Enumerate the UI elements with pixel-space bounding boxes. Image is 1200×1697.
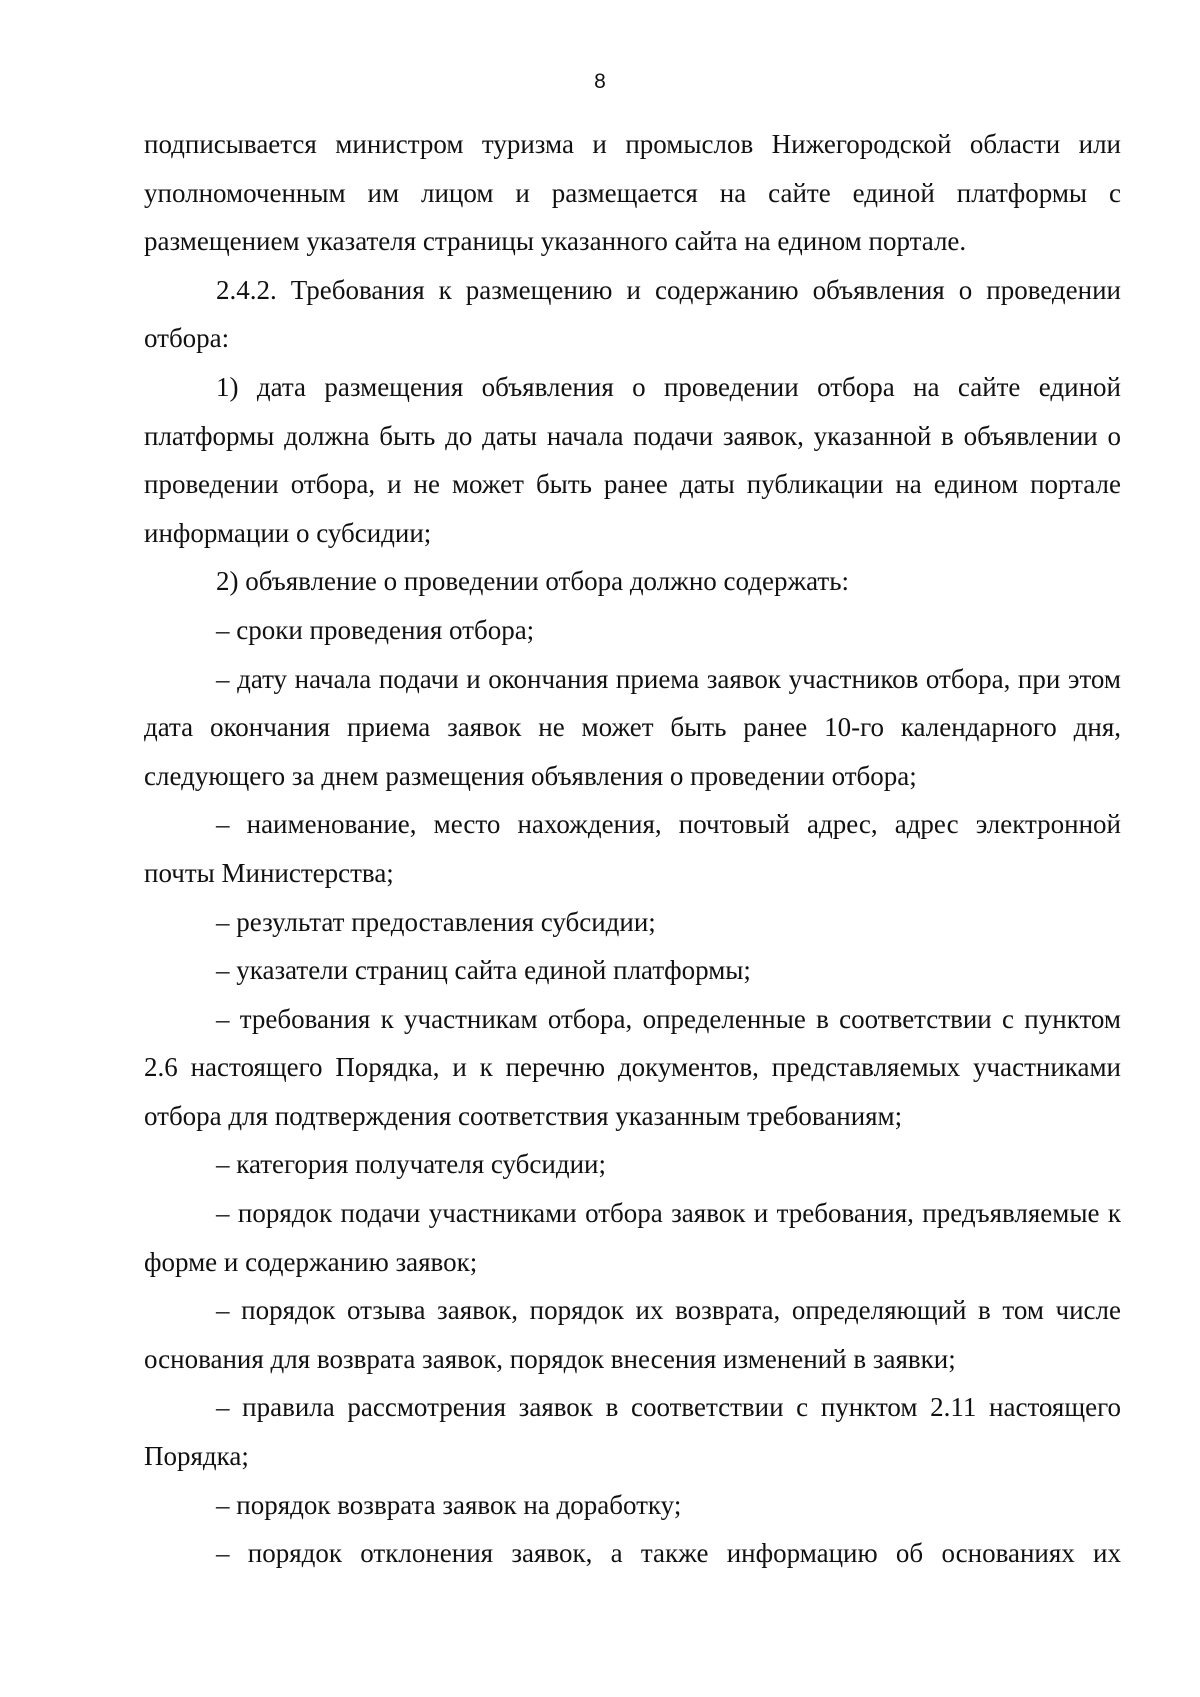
- list-item-platform-pages: – указатели страниц сайта единой платформы;: [216, 955, 751, 986]
- list-item-application-withdrawal: – порядок отзыва заявок, порядок их возврата, определяющий в том числе основания для возврата заявок, порядок внесения изменений в заявки;: [144, 1295, 1121, 1374]
- list-item-subsidy-result: – результат предоставления субсидии;: [216, 906, 656, 937]
- paragraph-item-1: 1) дата размещения объявления о проведении отбора на сайте единой платформы должна быть до даты начала подачи заявок, указанной в объявлении о проведении отбора, и не может быть ранее даты публикации на едином портале информации о субсидии;: [144, 371, 1121, 548]
- paragraph-section-2-4-2: 2.4.2. Требования к размещению и содержанию объявления о проведении отбора:: [144, 274, 1121, 354]
- list-item-review-rules: – правила рассмотрения заявок в соответствии с пунктом 2.11 настоящего Порядка;: [144, 1392, 1121, 1472]
- list-item-recipient-category: – категория получателя субсидии;: [216, 1149, 606, 1180]
- list-item-participant-requirements: – требования к участникам отбора, определенные в соответствии с пунктом 2.6 настоящего Порядка, и к перечню документов, представляемых участниками отбора для подтверждения соответствия указанным требованиям;: [144, 1003, 1121, 1131]
- list-item-application-procedure: – порядок подачи участниками отбора заявок и требования, предъявляемые к форме и содержанию заявок;: [144, 1198, 1121, 1277]
- page-number: 8: [594, 70, 606, 93]
- list-item-application-dates: – дату начала подачи и окончания приема заявок участников отбора, при этом дата окончания приема заявок не может быть ранее 10-го календарного дня, следующего за днем размещения объявления о проведении отбора;: [144, 663, 1121, 791]
- paragraph-continuation: подписывается министром туризма и промыслов Нижегородской области или уполномоченным им лицом и размещается на сайте единой платформы с размещением указателя страницы указанного сайта на едином портале.: [144, 129, 1121, 257]
- list-item-ministry-contacts: – наименование, место нахождения, почтовый адрес, адрес электронной почты Министерства;: [144, 809, 1121, 888]
- list-item-return-for-revision: – порядок возврата заявок на доработку;: [216, 1489, 682, 1520]
- list-item-rejection-procedure: – порядок отклонения заявок, а также информацию об основаниях их: [216, 1538, 1121, 1569]
- document-body: [144, 120, 1121, 1578]
- paragraph-item-2: 2) объявление о проведении отбора должно содержать:: [216, 566, 850, 597]
- list-item-selection-terms: – сроки проведения отбора;: [216, 614, 535, 645]
